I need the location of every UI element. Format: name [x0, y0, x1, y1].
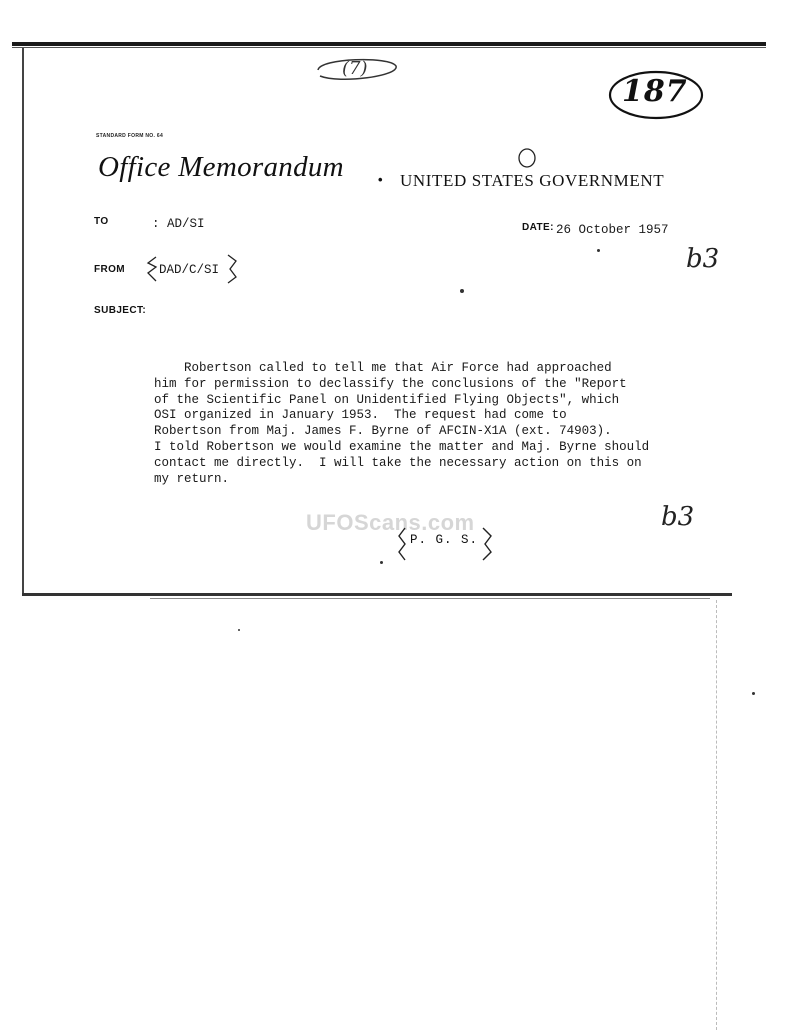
date-label: DATE:: [522, 222, 554, 233]
top-border-thin: [12, 47, 766, 48]
body-line: him for permission to declassify the conclusions of the "Report: [154, 376, 627, 391]
form-number: STANDARD FORM NO. 64: [96, 133, 164, 139]
from-label: FROM: [94, 264, 126, 275]
top-border: [12, 42, 766, 46]
memo-title: Office Memorandum: [98, 151, 344, 183]
body-line: my return.: [154, 471, 230, 486]
redaction-code-top: b3: [686, 244, 720, 274]
title-separator: •: [378, 172, 383, 187]
initials: P. G. S.: [410, 533, 479, 547]
hand-circle-mark: [517, 147, 537, 169]
left-border: [22, 48, 24, 593]
body-line: contact me directly. I will take the necessary action on this on: [154, 455, 642, 470]
speck: [460, 289, 464, 293]
watermark: UFOScans.com: [306, 510, 475, 535]
body-line: OSI organized in January 1953. The request had come to: [154, 408, 567, 423]
redaction-code-mid: b3: [661, 502, 695, 532]
speck: [238, 629, 240, 631]
from-value: DAD/C/SI: [159, 263, 220, 277]
speck: [597, 249, 600, 252]
doc-number: 187: [622, 74, 688, 109]
stamp-top-number: (7): [342, 58, 368, 79]
memo-body: [154, 361, 674, 487]
government-header: UNITED STATES GOVERNMENT: [400, 171, 665, 190]
speck: [752, 692, 755, 695]
page-edge: [716, 600, 718, 1030]
to-label: TO: [94, 216, 109, 227]
speck: [380, 561, 383, 564]
subject-label: SUBJECT:: [94, 305, 147, 316]
bottom-border: [22, 593, 732, 596]
body-line: Robertson called to tell me that Air Force had approached: [154, 361, 612, 375]
to-value: : AD/SI: [152, 217, 205, 231]
body-line: I told Robertson we would examine the matter and Maj. Byrne should: [154, 439, 650, 454]
body-line: of the Scientific Panel on Unidentified Flying Objects", which: [154, 392, 620, 407]
bottom-border-thin: [150, 598, 710, 599]
body-line: Robertson from Maj. James F. Byrne of AFCIN-X1A (ext. 74903).: [154, 424, 612, 439]
date-value: 26 October 1957: [556, 223, 669, 237]
